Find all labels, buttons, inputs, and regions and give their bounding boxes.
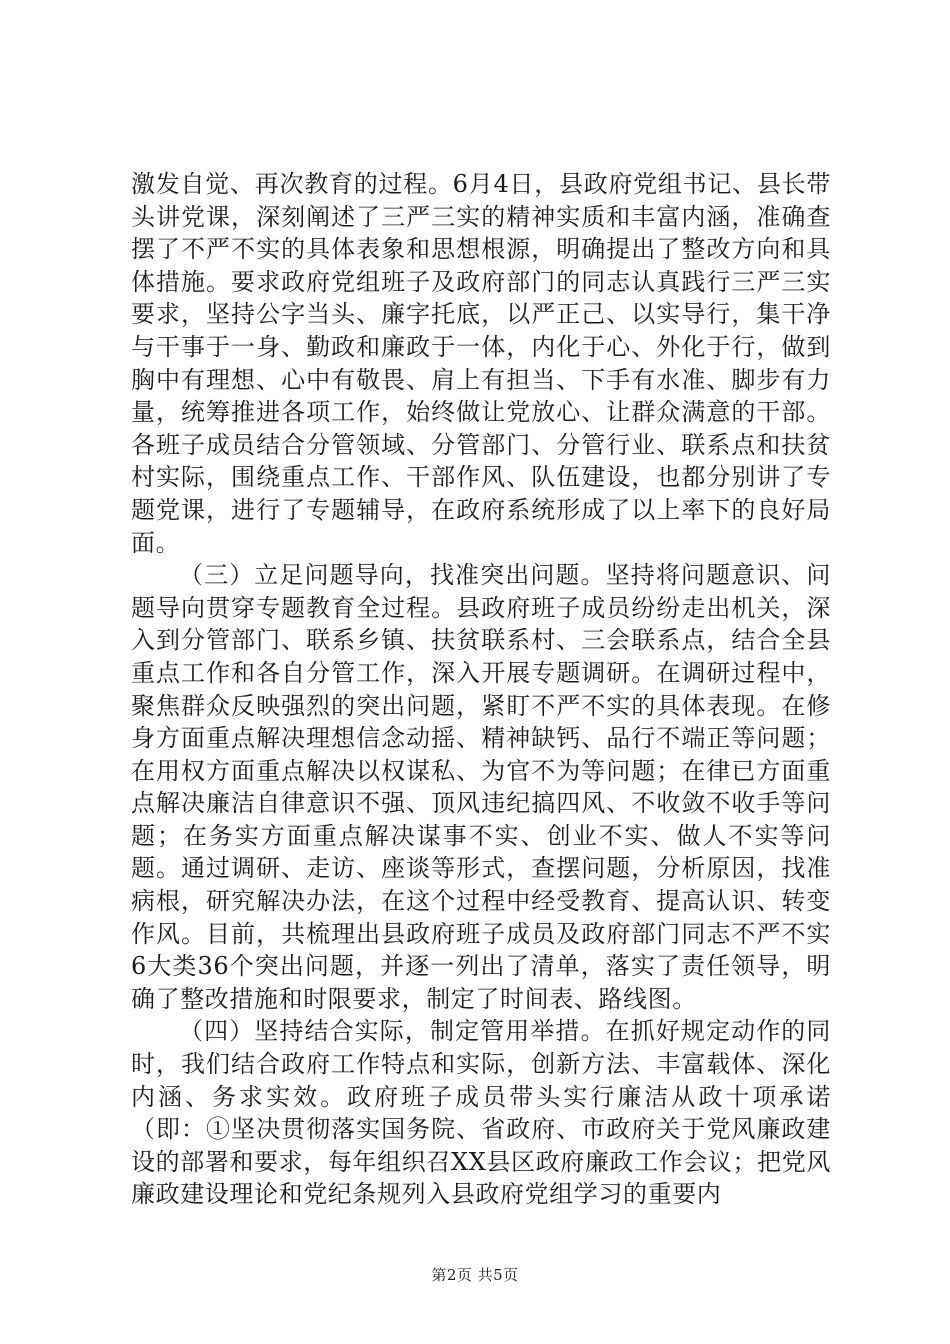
document-body xyxy=(131,168,831,1211)
paragraph-section-three: （三）立足问题导向，找准突出问题。坚持将问题意识、问题导向贯穿专题教育全过程。县政府班子成员纷纷走出机关，深入到分管部门、联系乡镇、扶贫联系村、三会联系点，结合全县重点工作和各自分管工作，深入开展专题调研。在调研过程中，聚焦群众反映强烈的突出问题，紧盯不严不实的具体表现。在修身方面重点解决理想信念动摇、精神缺钙、品行不端正等问题；在用权方面重点解决以权谋私、为官不为等问题；在律已方面重点解决廉洁自律意识不强、顶风违纪搞四风、不收敛不收手等问题；在务实方面重点解决谋事不实、创业不实、做人不实等问题。通过调研、走访、座谈等形式，查摆问题，分析原因，找准病根，研究解决办法，在这个过程中经受教育、提高认识、转变作风。目前，共梳理出县政府班子成员及政府部门同志不严不实6大类36个突出问题，并逐一列出了清单，落实了责任领导，明确了整改措施和时限要求，制定了时间表、路线图。 xyxy=(131,561,831,1013)
page-number-footer: 第2页 共5页 xyxy=(431,1266,519,1284)
paragraph-section-four: （四）坚持结合实际，制定管用举措。在抓好规定动作的同时，我们结合政府工作特点和实际，创新方法、丰富载体、深化内涵、务求实效。政府班子成员带头实行廉洁从政十项承诺（即：①坚决贯彻落实国务院、省政府、市政府关于党风廉政建设的部署和要求，每年组织召XX县区政府廉政工作会议；把党风廉政建设理论和党纪条规列入县政府党组学习的重要内 xyxy=(131,1017,831,1209)
paragraph-continuation: 激发自觉、再次教育的过程。6月4日，县政府党组书记、县长带头讲党课，深刻阐述了三严三实的精神实质和丰富内涵，准确查摆了不严不实的具体表象和思想根源，明确提出了整改方向和具体措施。要求政府党组班子及政府部门的同志认真践行三严三实要求，坚持公字当头、廉字托底，以严正己、以实导行，集干净与干事于一身、勤政和廉政于一体，内化于心、外化于行，做到胸中有理想、心中有敬畏、肩上有担当、下手有水准、脚步有力量，统筹推进各项工作，始终做让党放心、让群众满意的干部。各班子成员结合分管领域、分管部门、分管行业、联系点和扶贫村实际，围绕重点工作、干部作风、队伍建设，也都分别讲了专题党课，进行了专题辅导，在政府系统形成了以上率下的良好局面。 xyxy=(131,170,831,557)
